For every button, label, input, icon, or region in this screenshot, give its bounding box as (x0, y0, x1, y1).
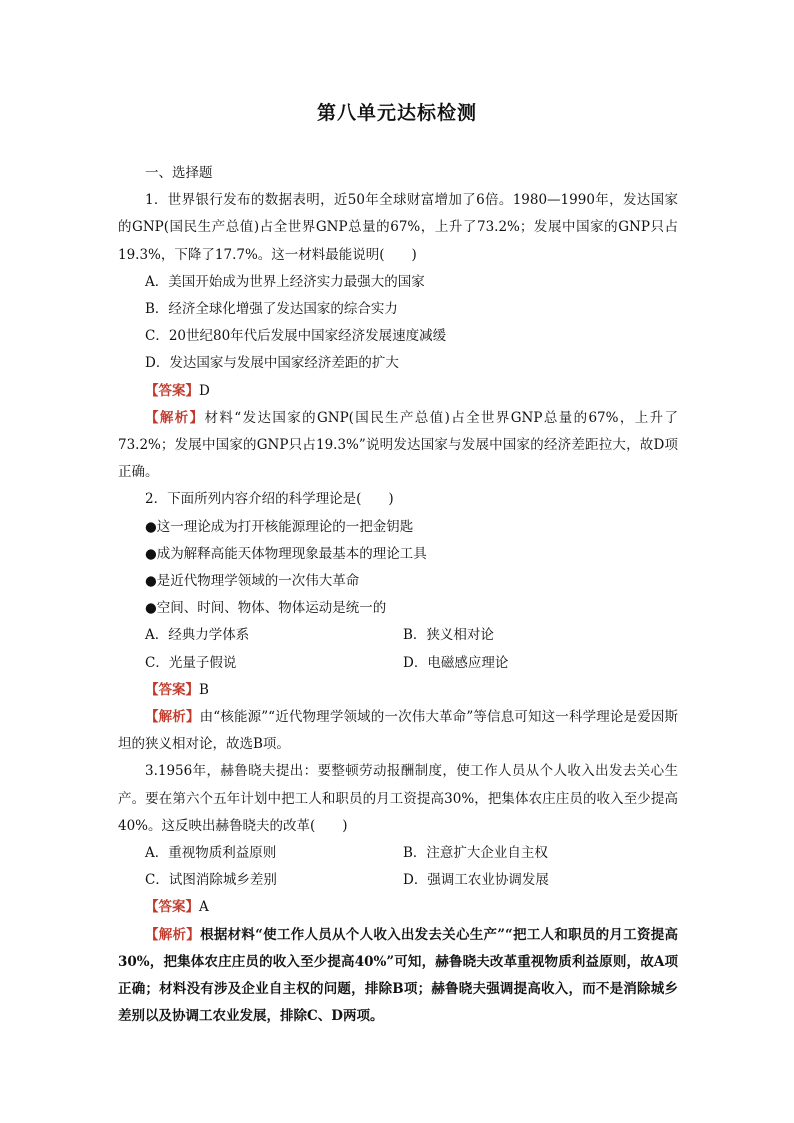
analysis-text: 根据材料“使工作人员从个人收入出发去关心生产”“把工人和职员的月工资提高30%，把集体农庄庄员的收入至少提高40%”可知，赫鲁晓夫改革重视物质利益原则，故A项正确；材料没有涉及企业自主权的问题，排除B项；赫鲁晓夫强调提高收入，而不是消除城乡差别以及协调工农业发展，排除C、D两项。 (118, 926, 679, 1025)
question-2-stem: 2．下面所列内容介绍的科学理论是( ) (145, 491, 394, 508)
question-2-options-row-2 (118, 650, 678, 677)
question-1-analysis (118, 405, 678, 487)
question-2-bullet: ●成为解释高能天体物理现象最基本的理论工具 (145, 545, 427, 562)
question-2-options-row-1 (118, 622, 678, 649)
question-2-bullet: ●空间、时间、物体、物体运动是统一的 (145, 600, 387, 617)
answer-tag: 【答案】 (145, 382, 199, 399)
question-3-option-b: B．注意扩大企业自主权 (403, 845, 548, 862)
question-2-answer (118, 677, 678, 704)
question-2-option-b: B．狭义相对论 (403, 627, 494, 644)
analysis-text: 材料“发达国家的GNP(国民生产总值)占全世界GNP总量的67%，上升了73.2%；发展中国家的GNP只占19.3%”说明发达国家与发展中国家的经济差距拉大，故D项正确。 (118, 409, 678, 481)
question-2-bullet: ●这一理论成为打开核能源理论的一把金钥匙 (145, 518, 414, 535)
question-3-options-row-1 (118, 840, 678, 867)
answer-tag: 【答案】 (145, 899, 199, 916)
question-1-option-d: D．发达国家与发展中国家经济差距的扩大 (145, 355, 399, 372)
question-2-option-a: A．经典力学体系 (145, 627, 250, 644)
analysis-tag: 【解析】 (145, 709, 200, 726)
question-3-option-a: A．重视物质利益原则 (145, 845, 277, 862)
question-3-options-row-2 (118, 867, 678, 894)
answer-value: D (199, 382, 210, 399)
question-3-analysis (118, 922, 678, 1031)
question-2-bullet: ●是近代物理学领域的一次伟大革命 (145, 573, 360, 590)
analysis-tag: 【解析】 (145, 409, 205, 426)
answer-value: B (199, 681, 209, 698)
analysis-text: 由“核能源”“近代物理学领域的一次伟大革命”等信息可知这一科学理论是爱因斯坦的狭义相对论，故选B项。 (118, 709, 679, 753)
question-2-analysis (118, 704, 678, 758)
section-heading: 一、选择题 (145, 165, 213, 181)
question-1-stem: 1．世界银行发布的数据表明，近50年全球财富增加了6倍。1980—1990年，发达国家的GNP(国民生产总值)占全世界GNP总量的67%，上升了73.2%；发展中国家的GNP只占19.3%，下降了17.7%。这一材料最能说明( ) (118, 192, 678, 263)
answer-tag: 【答案】 (145, 681, 199, 698)
question-1-option-b: B．经济全球化增强了发达国家的综合实力 (145, 301, 398, 318)
document-body (118, 160, 678, 1031)
question-3-option-d: D．强调工农业协调发展 (403, 872, 549, 889)
question-3-answer (118, 894, 678, 921)
question-3-stem: 3.1956年，赫鲁晓夫提出：要整顿劳动报酬制度，使工作人员从个人收入出发去关心生产。要在第六个五年计划中把工人和职员的月工资提高30%，把集体农庄庄员的收入至少提高40%。这反映出赫鲁晓夫的改革( ) (118, 763, 678, 834)
question-1-answer (118, 378, 678, 405)
question-2-option-d: D．电磁感应理论 (403, 654, 509, 671)
analysis-tag: 【解析】 (145, 926, 201, 943)
answer-value: A (199, 899, 209, 916)
page-title: 第八单元达标检测 (316, 102, 477, 124)
question-3-option-c: C．试图消除城乡差别 (145, 872, 277, 889)
question-2-option-c: C．光量子假说 (145, 654, 237, 671)
question-1-option-c: C．20世纪80年代后发展中国家经济发展速度减缓 (145, 328, 447, 345)
question-1-option-a: A．美国开始成为世界上经济实力最强大的国家 (145, 273, 425, 290)
